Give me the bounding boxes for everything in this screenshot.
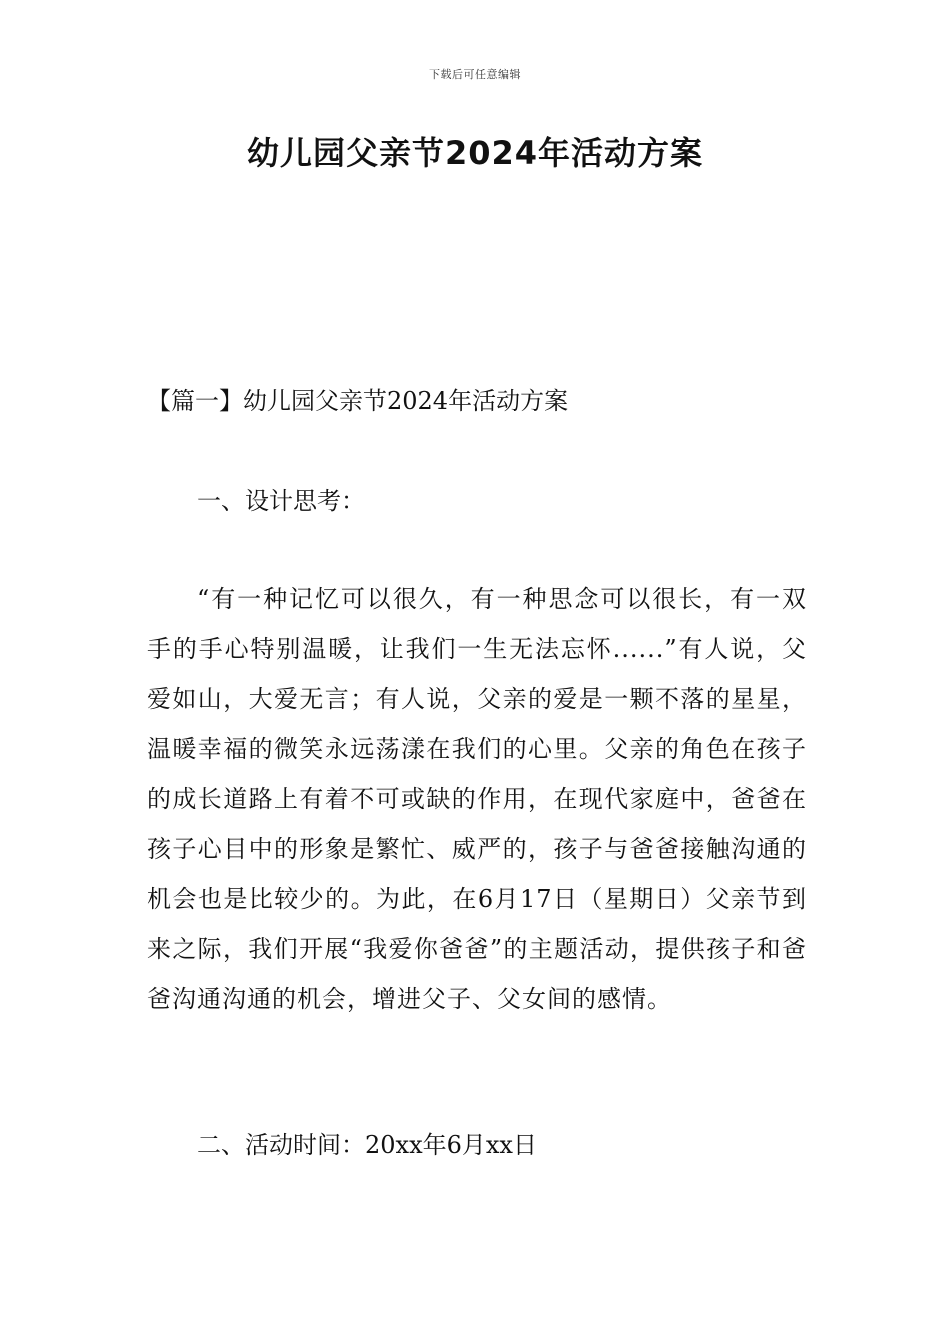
paragraph-design-thinking: “有一种记忆可以很久，有一种思念可以很长，有一双手的手心特别温暖，让我们一生无法忘怀......”有人说，父爱如山，大爱无言；有人说，父亲的爱是一颗不落的星星，温暖幸福的微笑永远荡漾在我们的心里。父亲的角色在孩子的成长道路上有着不可或缺的作用，在现代家庭中，爸爸在孩子心目中的形象是繁忙、威严的，孩子与爸爸接触沟通的机会也是比较少的。为此，在6月17日（星期日）父亲节到来之际，我们开展“我爱你爸爸”的主题活动，提供孩子和爸爸沟通沟通的机会，增进父子、父女间的感情。 (147, 585, 807, 1013)
section-title: 【篇一】幼儿园父亲节2024年活动方案 (147, 387, 569, 415)
header-note: 下载后可任意编辑 (429, 68, 521, 81)
document-title: 幼儿园父亲节2024年活动方案 (246, 134, 704, 172)
heading-design-thinking: 一、设计思考： (197, 487, 365, 515)
heading-activity-time: 二、活动时间：20xx年6月xx日 (197, 1131, 537, 1159)
